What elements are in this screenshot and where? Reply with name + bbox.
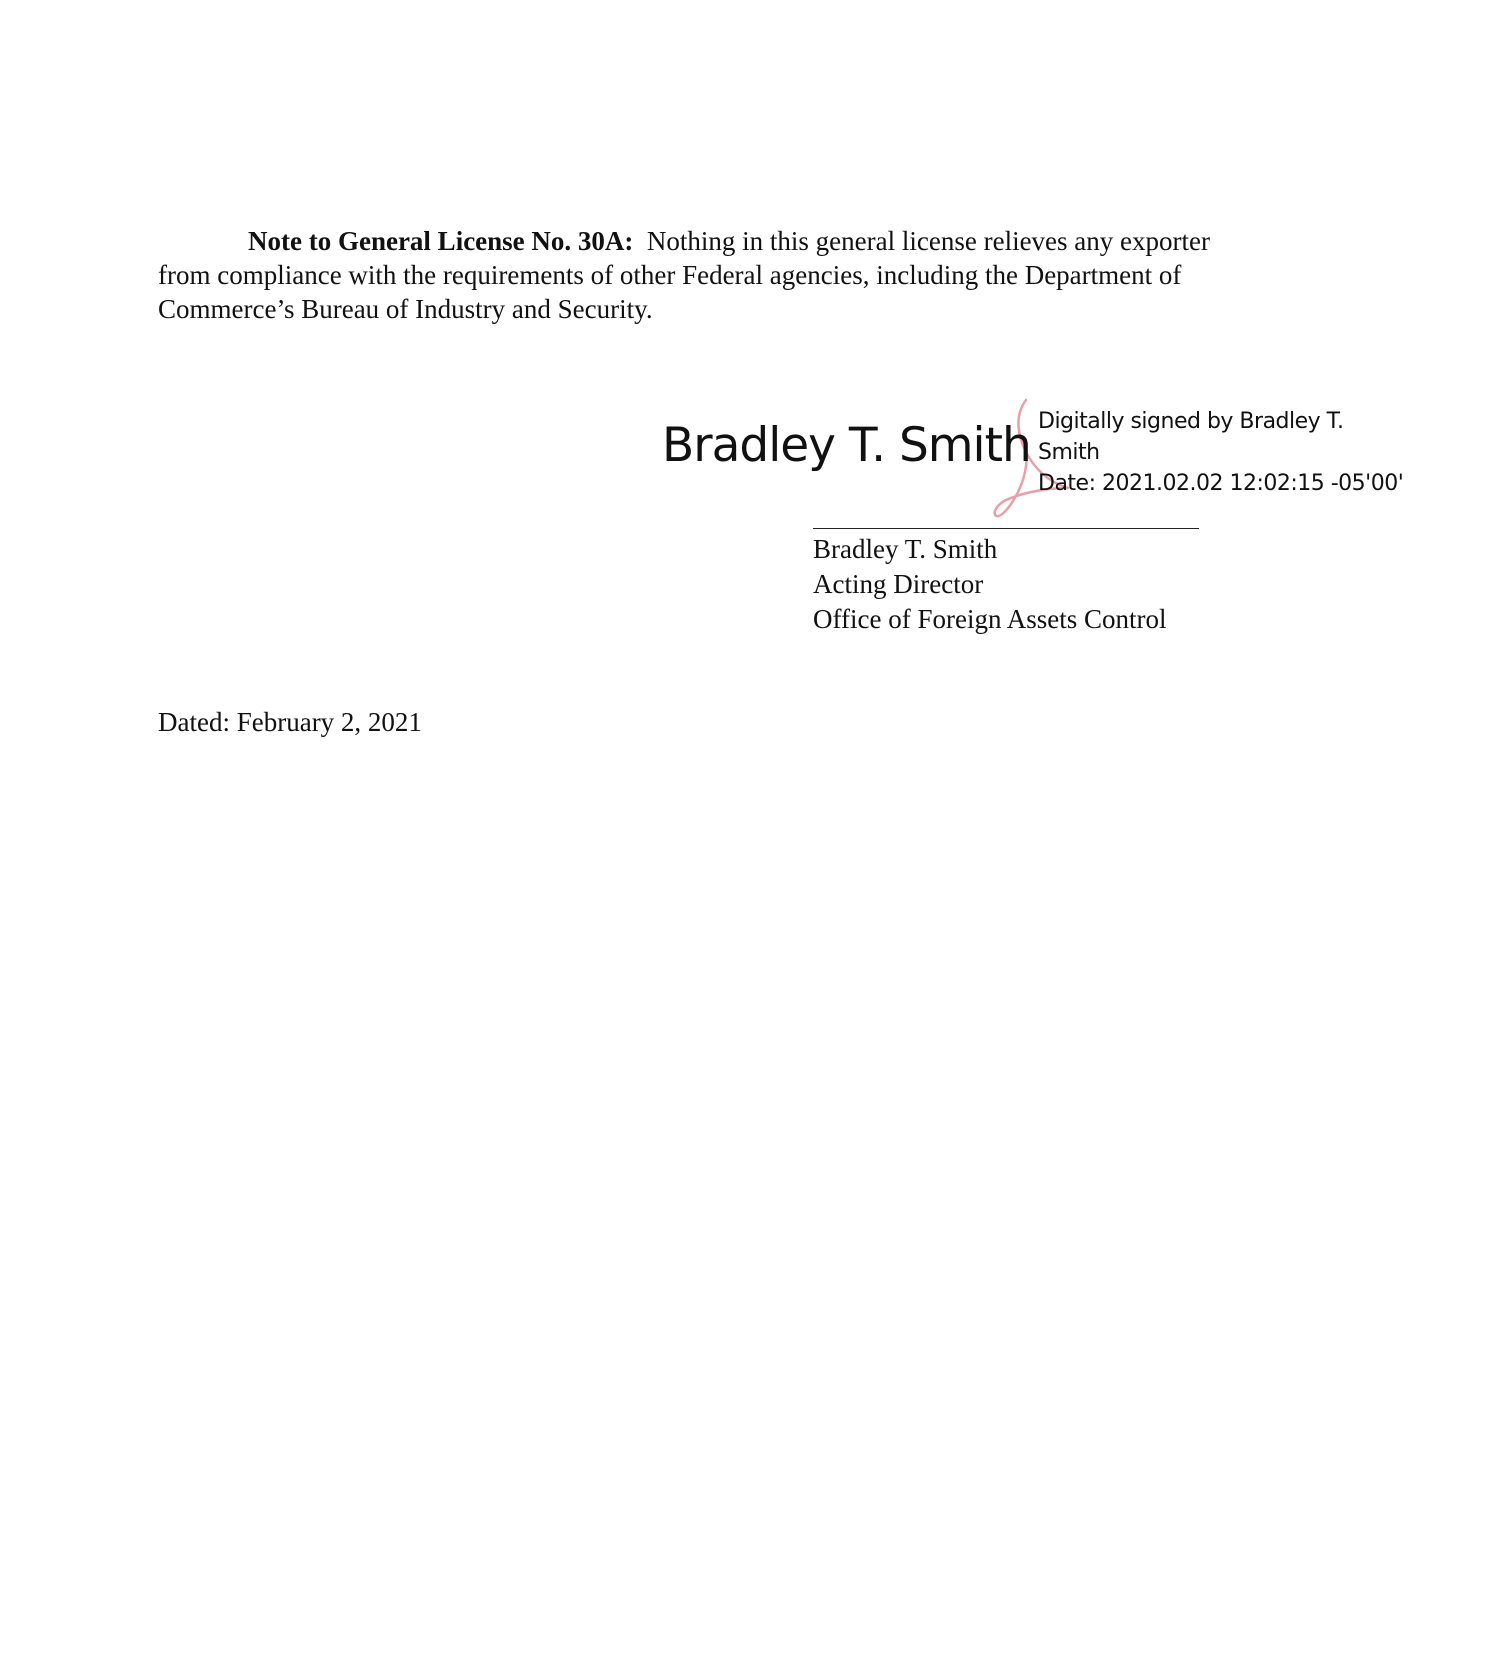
note-line-1	[158, 224, 1348, 258]
note-paragraph	[158, 224, 1348, 326]
note-heading: Note to General License No. 30A:	[248, 226, 634, 256]
signed-by-line-1: Digitally signed by Bradley T.	[1038, 409, 1344, 434]
signature-details	[1038, 406, 1403, 499]
signer-office: Office of Foreign Assets Control	[813, 604, 1167, 634]
signer-name: Bradley T. Smith	[813, 534, 998, 564]
signature-line	[813, 528, 1199, 529]
note-line-2: from compliance with the requirements of other Federal agencies, including the Department of	[158, 260, 1182, 290]
signature-date: Date: 2021.02.02 12:02:15 -05'00'	[1038, 471, 1404, 496]
dated-line: Dated: February 2, 2021	[158, 707, 422, 737]
note-line-3: Commerce’s Bureau of Industry and Security.	[158, 294, 653, 324]
signed-by-line-2: Smith	[1038, 440, 1100, 465]
signer-block	[813, 532, 1166, 637]
note-line-1-text: Nothing in this general license relieves any exporter	[646, 226, 1210, 256]
signer-title: Acting Director	[813, 569, 984, 599]
signature-name-large: Bradley T. Smith	[662, 418, 1031, 473]
digital-signature-block[interactable]	[662, 396, 1402, 526]
